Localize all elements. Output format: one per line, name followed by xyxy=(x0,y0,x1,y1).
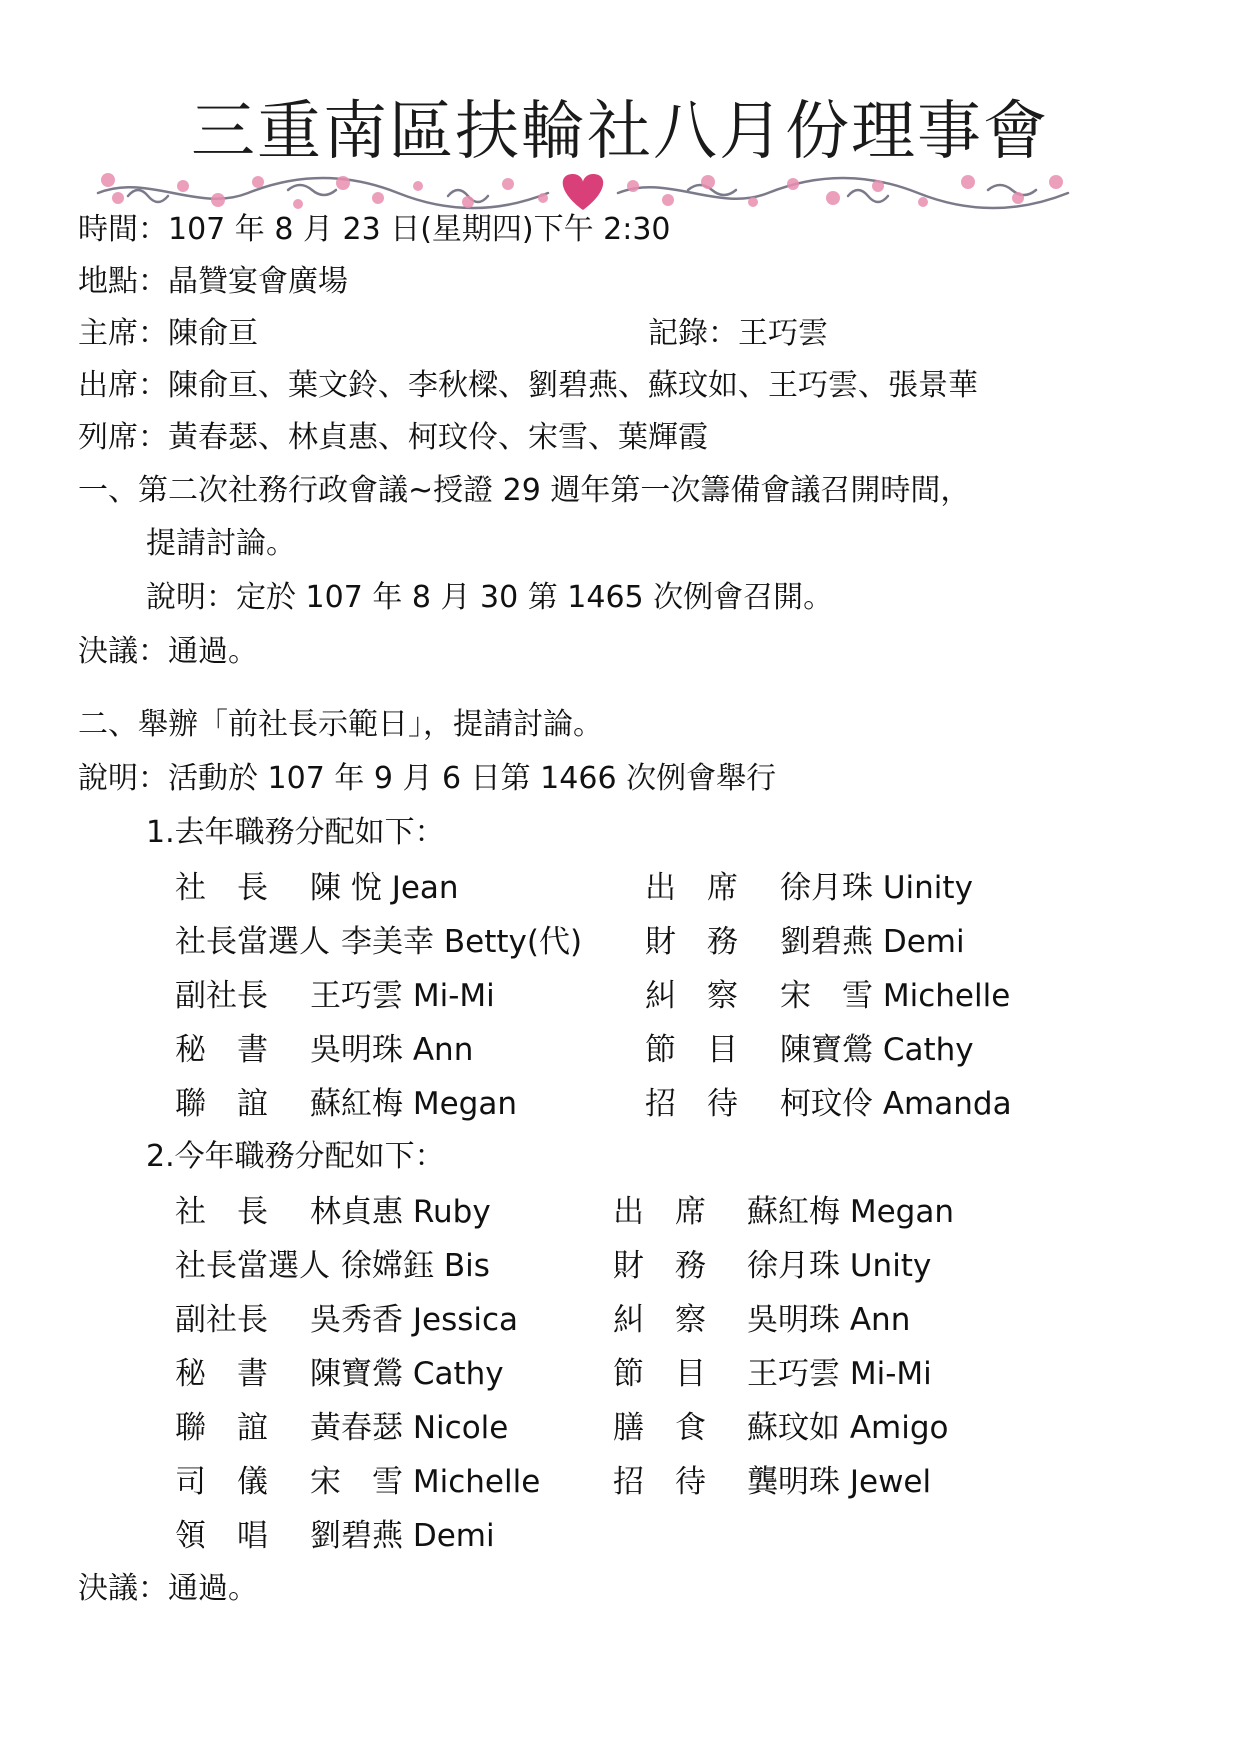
last-year-row xyxy=(175,867,1075,909)
member-name: 陳寶鶯 Cathy xyxy=(310,1356,504,1392)
this-year-row xyxy=(175,1407,1075,1449)
member-name: 蘇紅梅 Megan xyxy=(310,1086,517,1122)
this-year-row xyxy=(175,1461,1075,1503)
member-name: 劉碧燕 Demi xyxy=(310,1518,495,1554)
this-year-row xyxy=(175,1353,1075,1395)
role-label: 糾 察 xyxy=(613,1302,706,1338)
last-year-row xyxy=(175,921,1075,963)
role-label: 秘 書 xyxy=(175,1356,268,1392)
agenda-item-1-resolution: 決議：通過。 xyxy=(78,634,258,669)
page-title: 三重南區扶輪社八月份理事會 xyxy=(191,95,1049,169)
role-label: 秘 書 xyxy=(175,1032,268,1068)
role-label: 社長當選人 xyxy=(175,1248,330,1284)
member-name: 徐嫦鈺 Bis xyxy=(310,1248,490,1284)
member-name: 龔明珠 Jewel xyxy=(747,1464,932,1500)
this-year-heading: 2.今年職務分配如下： xyxy=(146,1139,445,1174)
role-label: 糾 察 xyxy=(645,978,738,1014)
agenda-item-1-title-cont: 提請討論。 xyxy=(146,526,296,561)
role-label: 節 目 xyxy=(613,1356,706,1392)
member-name: 劉碧燕 Demi xyxy=(780,924,965,960)
member-name: 蘇紅梅 Megan xyxy=(747,1194,954,1230)
meeting-time: 時間：107 年 8 月 23 日(星期四)下午 2:30 xyxy=(78,212,671,247)
role-label: 節 目 xyxy=(645,1032,738,1068)
this-year-row xyxy=(175,1191,1075,1233)
last-year-row xyxy=(175,1083,1075,1125)
member-name: 吳明珠 Ann xyxy=(747,1302,911,1338)
member-name: 徐月珠 Uinity xyxy=(780,870,973,906)
meeting-place: 地點：晶贊宴會廣場 xyxy=(78,264,348,299)
this-year-row xyxy=(175,1299,1075,1341)
role-label: 聯 誼 xyxy=(175,1410,268,1446)
role-label: 社長當選人 xyxy=(175,924,330,960)
member-name: 王巧雲 Mi-Mi xyxy=(310,978,495,1014)
role-label: 出 席 xyxy=(613,1194,706,1230)
meeting-attendees: 出席：陳俞亘、葉文鈴、李秋樑、劉碧燕、蘇玟如、王巧雲、張景華 xyxy=(78,368,978,403)
member-name: 陳寶鶯 Cathy xyxy=(780,1032,974,1068)
role-label: 領 唱 xyxy=(175,1518,268,1554)
member-name: 柯玟伶 Amanda xyxy=(780,1086,1012,1122)
agenda-item-1-title: 一、第二次社務行政會議~授證 29 週年第一次籌備會議召開時間， xyxy=(78,473,971,508)
agenda-item-2-note: 說明：活動於 107 年 9 月 6 日第 1466 次例會舉行 xyxy=(78,761,777,796)
meeting-observers: 列席：黃春瑟、林貞惠、柯玟伶、宋雪、葉輝霞 xyxy=(78,420,708,455)
agenda-item-1-note: 說明：定於 107 年 8 月 30 第 1465 次例會召開。 xyxy=(146,580,834,615)
role-label: 招 待 xyxy=(613,1464,706,1500)
last-year-row xyxy=(175,1029,1075,1071)
member-name: 黃春瑟 Nicole xyxy=(310,1410,509,1446)
role-label: 財 務 xyxy=(613,1248,706,1284)
member-name: 王巧雲 Mi-Mi xyxy=(747,1356,932,1392)
member-name: 吳明珠 Ann xyxy=(310,1032,474,1068)
agenda-item-2-title: 二、舉辦「前社長示範日」，提請討論。 xyxy=(78,707,603,742)
role-label: 副社長 xyxy=(175,978,268,1014)
role-label: 社 長 xyxy=(175,1194,268,1230)
member-name: 林貞惠 Ruby xyxy=(310,1194,491,1230)
member-name: 宋 雪 Michelle xyxy=(310,1464,541,1500)
role-label: 社 長 xyxy=(175,870,268,906)
role-label: 膳 食 xyxy=(613,1410,706,1446)
member-name: 徐月珠 Unity xyxy=(747,1248,932,1284)
this-year-row xyxy=(175,1515,1075,1557)
role-label: 司 儀 xyxy=(175,1464,268,1500)
member-name: 宋 雪 Michelle xyxy=(780,978,1011,1014)
meeting-recorder: 記錄：王巧雲 xyxy=(648,316,828,351)
agenda-item-2-resolution: 決議：通過。 xyxy=(78,1571,258,1606)
heart-icon xyxy=(563,174,603,210)
this-year-row xyxy=(175,1245,1075,1287)
role-label: 出 席 xyxy=(645,870,738,906)
last-year-row xyxy=(175,975,1075,1017)
member-name: 李美幸 Betty(代) xyxy=(310,924,583,960)
role-label: 財 務 xyxy=(645,924,738,960)
last-year-heading: 1.去年職務分配如下： xyxy=(146,815,445,850)
member-name: 陳 悅 Jean xyxy=(310,870,459,906)
member-name: 吳秀香 Jessica xyxy=(310,1302,519,1338)
role-label: 副社長 xyxy=(175,1302,268,1338)
role-label: 招 待 xyxy=(645,1086,738,1122)
meeting-chair: 主席：陳俞亘 xyxy=(78,316,258,351)
member-name: 蘇玟如 Amigo xyxy=(747,1410,949,1446)
role-label: 聯 誼 xyxy=(175,1086,268,1122)
